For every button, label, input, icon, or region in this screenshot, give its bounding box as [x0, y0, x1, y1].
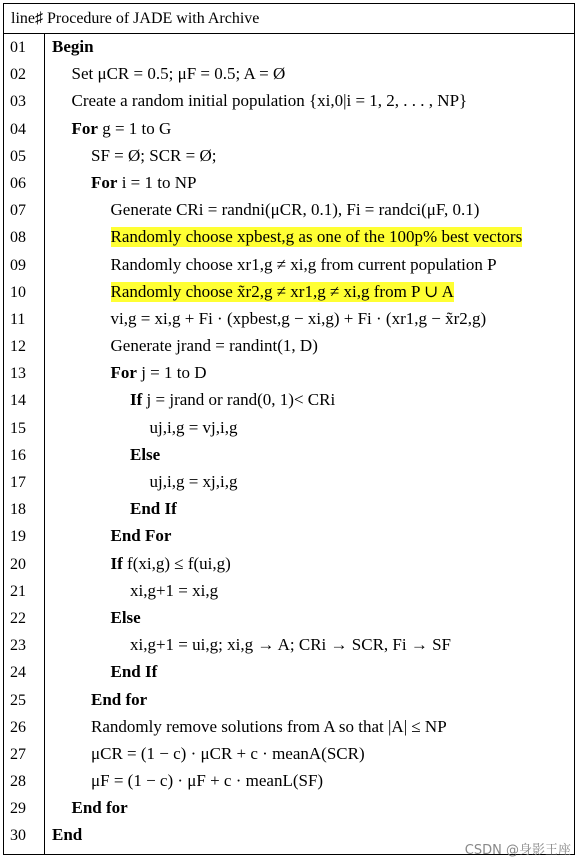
line-text: Else	[110, 607, 141, 627]
table-row	[4, 415, 574, 442]
line-text: End	[52, 825, 83, 845]
line-number: 29	[10, 800, 26, 818]
line-number: 19	[10, 528, 26, 546]
line-text: SF = Ø; SCR = Ø;	[91, 145, 217, 165]
table-row	[4, 88, 574, 115]
line-number: 10	[10, 283, 26, 301]
table-row	[4, 714, 574, 741]
line-text: uj,i,g = vj,i,g	[149, 417, 238, 437]
line-number: 09	[10, 256, 26, 274]
line-number: 02	[10, 66, 26, 84]
table-row	[4, 551, 574, 578]
line-number: 01	[10, 39, 26, 56]
table-row	[4, 116, 574, 143]
line-text: xi,g+1 = ui,g; xi,g → A; CRi → SCR, Fi → SF	[130, 635, 451, 655]
table-row	[4, 741, 574, 768]
table-row	[4, 61, 574, 88]
table-row	[4, 768, 574, 795]
table-row	[4, 252, 574, 279]
line-number: 05	[10, 147, 26, 165]
line-text: Randomly choose xr1,g ≠ xi,g from current population P	[110, 254, 497, 274]
line-number: 14	[10, 392, 26, 410]
line-number: 07	[10, 202, 26, 220]
line-number: 12	[10, 338, 26, 356]
line-number: 28	[10, 773, 26, 791]
line-number: 13	[10, 365, 26, 383]
line-text	[111, 554, 231, 574]
table-row	[4, 578, 574, 605]
line-text: Generate jrand = randint(1, D)	[110, 336, 318, 356]
table-row	[4, 496, 574, 523]
line-number: 21	[10, 582, 26, 600]
table-row	[4, 306, 574, 333]
line-number: 08	[10, 229, 26, 247]
table-header	[4, 4, 574, 34]
line-number: 16	[10, 446, 26, 464]
keyword: For	[71, 118, 98, 138]
keyword: For	[91, 172, 118, 192]
line-text: μCR = (1 − c) · μCR + c · meanA(SCR)	[91, 743, 365, 763]
line-text: Set μCR = 0.5; μF = 0.5; A = Ø	[71, 64, 286, 84]
line-text	[111, 363, 207, 383]
keyword: For	[110, 363, 137, 383]
line-number: 25	[10, 691, 26, 709]
line-rest: g = 1 to G	[97, 118, 172, 138]
table-row	[4, 170, 574, 197]
algorithm-lines	[4, 34, 574, 850]
line-text	[130, 390, 335, 410]
line-text: Generate CRi = randni(μCR, 0.1), Fi = randci(μF, 0.1)	[110, 200, 480, 220]
line-number: 27	[10, 745, 26, 763]
line-number: 11	[10, 310, 26, 328]
keyword: If	[110, 553, 123, 573]
line-text	[91, 173, 196, 193]
line-rest: f(xi,g) ≤ f(ui,g)	[122, 553, 231, 573]
line-text: End for	[71, 798, 128, 818]
table-row	[4, 605, 574, 632]
watermark: CSDN @身影王座	[464, 843, 571, 858]
line-number: 18	[10, 501, 26, 519]
line-number: 04	[10, 120, 26, 138]
line-text: End If	[110, 662, 158, 682]
line-number: 15	[10, 419, 26, 437]
table-row	[4, 143, 574, 170]
table-row	[4, 523, 574, 550]
line-number: 20	[10, 555, 26, 573]
table-row	[4, 795, 574, 822]
table-row	[4, 34, 574, 61]
line-text: Else	[130, 444, 161, 464]
line-text: uj,i,g = xj,i,g	[149, 472, 238, 491]
line-text: End For	[110, 526, 172, 546]
line-rest: i = 1 to NP	[117, 172, 197, 192]
line-text: Begin	[52, 37, 94, 56]
line-number: 24	[10, 664, 26, 682]
line-number: 26	[10, 718, 26, 736]
line-text: Create a random initial population {xi,0|i = 1, 2, . . . , NP}	[71, 91, 468, 111]
table-row	[4, 333, 574, 360]
line-text: μF = (1 − c) · μF + c · meanL(SF)	[91, 771, 324, 791]
table-row	[4, 659, 574, 686]
table-row	[4, 197, 574, 224]
line-text: End for	[91, 689, 148, 709]
line-number: 17	[10, 474, 26, 491]
table-row	[4, 387, 574, 414]
line-number: 30	[10, 827, 26, 845]
table-row	[4, 632, 574, 659]
table-row	[4, 687, 574, 714]
algorithm-table	[3, 3, 575, 855]
table-row	[4, 360, 574, 387]
keyword: If	[130, 390, 143, 410]
line-text: Randomly choose x̃r2,g ≠ xr1,g ≠ xi,g from P ∪ A	[110, 281, 454, 301]
line-text: Randomly remove solutions from A so that |A| ≤ NP	[91, 716, 447, 736]
header-title: line♯ Procedure of JADE with Archive	[11, 10, 260, 27]
table-row	[4, 279, 574, 306]
table-row	[4, 224, 574, 251]
table-row	[4, 469, 574, 496]
line-number: 06	[10, 174, 26, 192]
line-text: vi,g = xi,g + Fi · (xpbest,g − xi,g) + Fi · (xr1,g − x̃r2,g)	[110, 308, 487, 328]
line-number: 23	[10, 637, 26, 655]
line-text: End If	[130, 499, 177, 519]
line-number: 22	[10, 609, 26, 627]
line-rest: j = jrand or rand(0, 1)< CRi	[142, 390, 336, 410]
line-text	[72, 119, 172, 139]
line-text: xi,g+1 = xi,g	[130, 580, 219, 600]
line-text: Randomly choose xpbest,g as one of the 100p% best vectors	[110, 227, 523, 247]
table-row	[4, 442, 574, 469]
line-number: 03	[10, 93, 26, 111]
line-rest: j = 1 to D	[136, 363, 207, 383]
